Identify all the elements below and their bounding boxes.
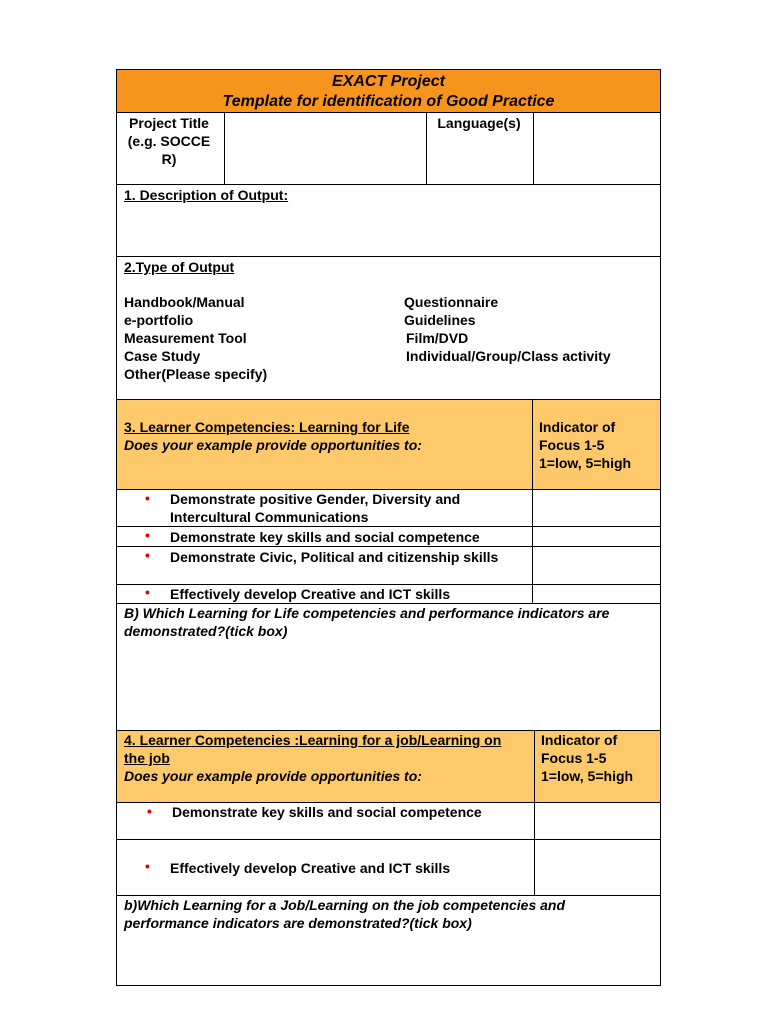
bullet-icon: • <box>145 858 150 874</box>
learning-for-life-title: 3. Learner Competencies: Learning for Life <box>124 419 410 435</box>
job-item-rating[interactable] <box>534 839 661 896</box>
language-field[interactable] <box>533 112 661 185</box>
learning-for-life-subtitle: Does your example provide opportunities to: <box>124 437 422 453</box>
output-option-casestudy[interactable]: Case Study <box>124 348 201 364</box>
learning-for-job-subtitle: Does your example provide opportunities to: <box>124 768 422 784</box>
output-option-eportfolio[interactable]: e-portfolio <box>124 312 194 328</box>
output-option-activity[interactable]: Individual/Group/Class activity <box>406 348 611 364</box>
header-subtitle: Template for identification of Good Practice <box>222 93 555 110</box>
life-item-row <box>116 489 533 527</box>
bullet-icon: • <box>145 547 150 563</box>
project-title-label: Project Title (e.g. SOCCER) <box>127 115 211 167</box>
job-item-rating[interactable] <box>534 802 661 840</box>
learning-for-life-header <box>116 399 533 490</box>
output-option-film[interactable]: Film/DVD <box>406 330 469 346</box>
language-label-cell <box>426 112 534 185</box>
output-option-questionnaire[interactable]: Questionnaire <box>404 294 499 310</box>
life-item-row <box>116 546 533 585</box>
job-item-label: Effectively develop Creative and ICT skills <box>170 860 451 876</box>
life-item-rating[interactable] <box>532 546 661 585</box>
header-title: EXACT Project <box>332 73 445 90</box>
project-title-label-cell <box>116 112 225 185</box>
form-header <box>116 69 661 113</box>
bullet-icon: • <box>145 527 150 543</box>
output-option-handbook[interactable]: Handbook/Manual <box>124 294 245 310</box>
learning-for-job-indicator <box>534 730 661 803</box>
bullet-icon: • <box>145 584 150 600</box>
life-item-label: Demonstrate Civic, Political and citizenship skills <box>170 549 499 565</box>
language-label: Language(s) <box>437 115 521 131</box>
job-item-label: Demonstrate key skills and social competence <box>172 804 482 820</box>
life-item-row <box>116 526 533 547</box>
job-item-row <box>116 839 535 896</box>
life-item-rating[interactable] <box>532 526 661 547</box>
bullet-icon: • <box>145 490 150 506</box>
output-option-guidelines[interactable]: Guidelines <box>404 312 476 328</box>
life-item-label: Effectively develop Creative and ICT skills <box>170 586 451 602</box>
life-question-section[interactable] <box>116 603 661 731</box>
project-title-field[interactable] <box>224 112 427 185</box>
output-option-measurement[interactable]: Measurement Tool <box>124 330 247 346</box>
learning-for-job-title: 4. Learner Competencies :Learning for a job/Learning on the job <box>124 732 502 766</box>
learning-for-job-header <box>116 730 535 803</box>
life-item-label: Demonstrate key skills and social competence <box>170 529 480 545</box>
bullet-icon: • <box>147 803 152 819</box>
type-of-output-section <box>116 256 661 400</box>
life-item-row <box>116 584 533 604</box>
life-item-label: Demonstrate positive Gender, Diversity and Intercultural Communications <box>170 491 461 525</box>
life-item-rating[interactable] <box>532 489 661 527</box>
learning-for-life-indicator <box>532 399 661 490</box>
description-section[interactable] <box>116 184 661 257</box>
job-item-row <box>116 802 535 840</box>
description-title: 1. Description of Output: <box>124 187 289 203</box>
job-question-section[interactable] <box>116 895 661 986</box>
indicator-scale: 1=low, 5=high <box>539 455 632 471</box>
indicator-scale: 1=low, 5=high <box>541 768 634 784</box>
life-question: B) Which Learning for Life competencies and performance indicators are demonstrated?(tick box) <box>124 605 610 639</box>
job-question: b)Which Learning for a Job/Learning on the job competencies and performance indicators are demonstrated?(tick box) <box>124 897 566 931</box>
type-of-output-title: 2.Type of Output <box>124 259 235 275</box>
life-item-rating[interactable] <box>532 584 661 604</box>
indicator-label: Indicator of Focus 1-5 <box>539 419 616 453</box>
output-option-other[interactable]: Other(Please specify) <box>124 366 268 382</box>
indicator-label: Indicator of Focus 1-5 <box>541 732 618 766</box>
